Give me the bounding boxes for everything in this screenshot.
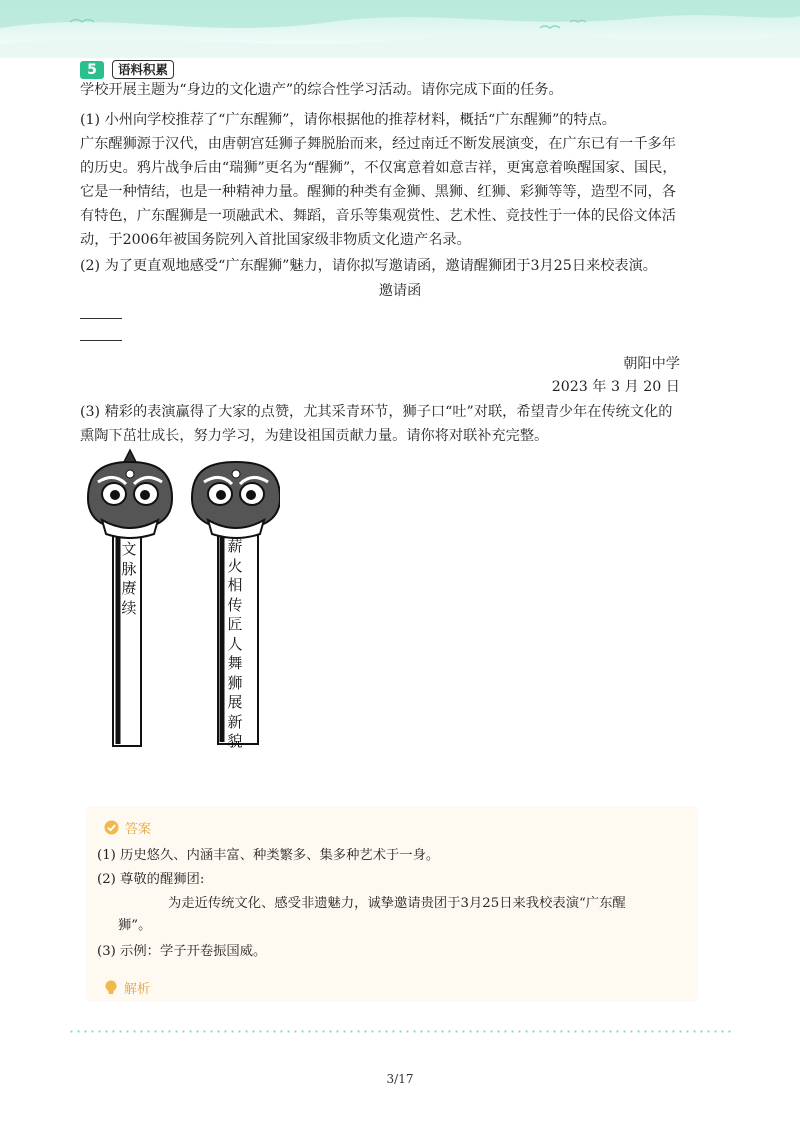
letter-title: 邀请函 <box>378 283 422 299</box>
couplet-char: 人 <box>227 634 243 653</box>
part2-prompt: (2) 为了更直观地感受“广东醒狮”魅力，请你拟写邀请函，邀请醒狮团于3月25日来校表演。 <box>80 258 657 274</box>
question-header <box>80 60 174 79</box>
couplet-char: 展 <box>227 693 243 711</box>
answer-line: (1) 历史悠久、内涵丰富、种类繁多、集多种艺术于一身。 <box>97 848 440 863</box>
material-line: 动，于2006年被国务院列入首批国家级非物质文化遗产名录。 <box>80 232 471 248</box>
couplet-char: 续 <box>121 598 137 617</box>
dotted-divider <box>68 1030 732 1033</box>
answer-header <box>104 818 151 837</box>
answer-title: 答案 <box>125 822 152 837</box>
answer-line: 为走近传统文化、感受非遗魅力，诚挚邀请贵团于3月25日来我校表演“广东醒 <box>168 896 626 911</box>
couplet-char: 新 <box>227 712 243 731</box>
couplet-right <box>226 537 244 752</box>
couplet-char: 薪 <box>227 537 243 555</box>
answer-blank-line <box>80 340 122 341</box>
answer-line: (3) 示例：学子开卷振国威。 <box>97 944 267 959</box>
material-line: 它是一种情结，也是一种精神力量。醒狮的种类有金狮、黑狮、红狮、彩狮等等，造型不同，各 <box>80 184 676 200</box>
analysis-header <box>104 978 150 997</box>
couplet-char: 赓 <box>121 579 137 597</box>
page-number: 3/17 <box>386 1072 414 1086</box>
header-banner <box>0 0 800 58</box>
couplet-char: 舞 <box>227 654 243 672</box>
couplet-char: 脉 <box>121 559 137 578</box>
couplet-char: 火 <box>227 556 243 575</box>
question-number: 5 <box>80 61 104 79</box>
couplet-char: 貌 <box>227 732 243 750</box>
letter-date: 2023 年 3 月 20 日 <box>551 379 680 395</box>
couplet-char: 相 <box>227 576 243 594</box>
question-intro: 学校开展主题为“身边的文化遗产”的综合性学习活动。请你完成下面的任务。 <box>80 82 563 98</box>
lightbulb-icon <box>104 980 118 996</box>
couplet-char: 狮 <box>227 673 243 692</box>
check-circle-icon <box>104 820 119 835</box>
part1-prompt: (1) 小州向学校推荐了“广东醒狮”，请你根据他的推荐材料，概括“广东醒狮”的特点。 <box>80 112 616 128</box>
couplet-char: 传 <box>227 595 243 614</box>
letter-signature: 朝阳中学 <box>623 356 680 372</box>
lion-couplet-illustration <box>80 448 280 748</box>
couplet-char: 匠 <box>227 615 243 633</box>
couplet-left <box>120 540 138 618</box>
analysis-title: 解析 <box>124 982 151 997</box>
part3-prompt: (3) 精彩的表演赢得了大家的点赞，尤其采青环节，狮子口“吐”对联，希望青少年在传统文化的 <box>80 404 673 420</box>
material-line: 有特色，广东醒狮是一项融武术、舞蹈，音乐等集观赏性、艺术性、竞技性于一体的民俗文体活 <box>80 208 676 224</box>
answer-line: (2) 尊敬的醒狮团: <box>97 872 205 887</box>
couplet-char: 文 <box>121 540 137 558</box>
material-line: 的历史。鸦片战争后由“瑞狮”更名为“醒狮”，不仅寓意着如意吉祥，更寓意着唤醒国家、国民， <box>80 160 677 176</box>
material-line: 广东醒狮源于汉代，由唐朝宫廷狮子舞脱胎而来，经过南迁不断发展演变，在广东已有一千多年 <box>80 136 676 152</box>
part3-prompt: 熏陶下茁壮成长，努力学习，为建设祖国贡献力量。请你将对联补充完整。 <box>80 428 549 444</box>
question-tag: 语料积累 <box>112 60 174 79</box>
answer-line: 狮”。 <box>118 918 152 933</box>
answer-blank-line <box>80 318 122 319</box>
